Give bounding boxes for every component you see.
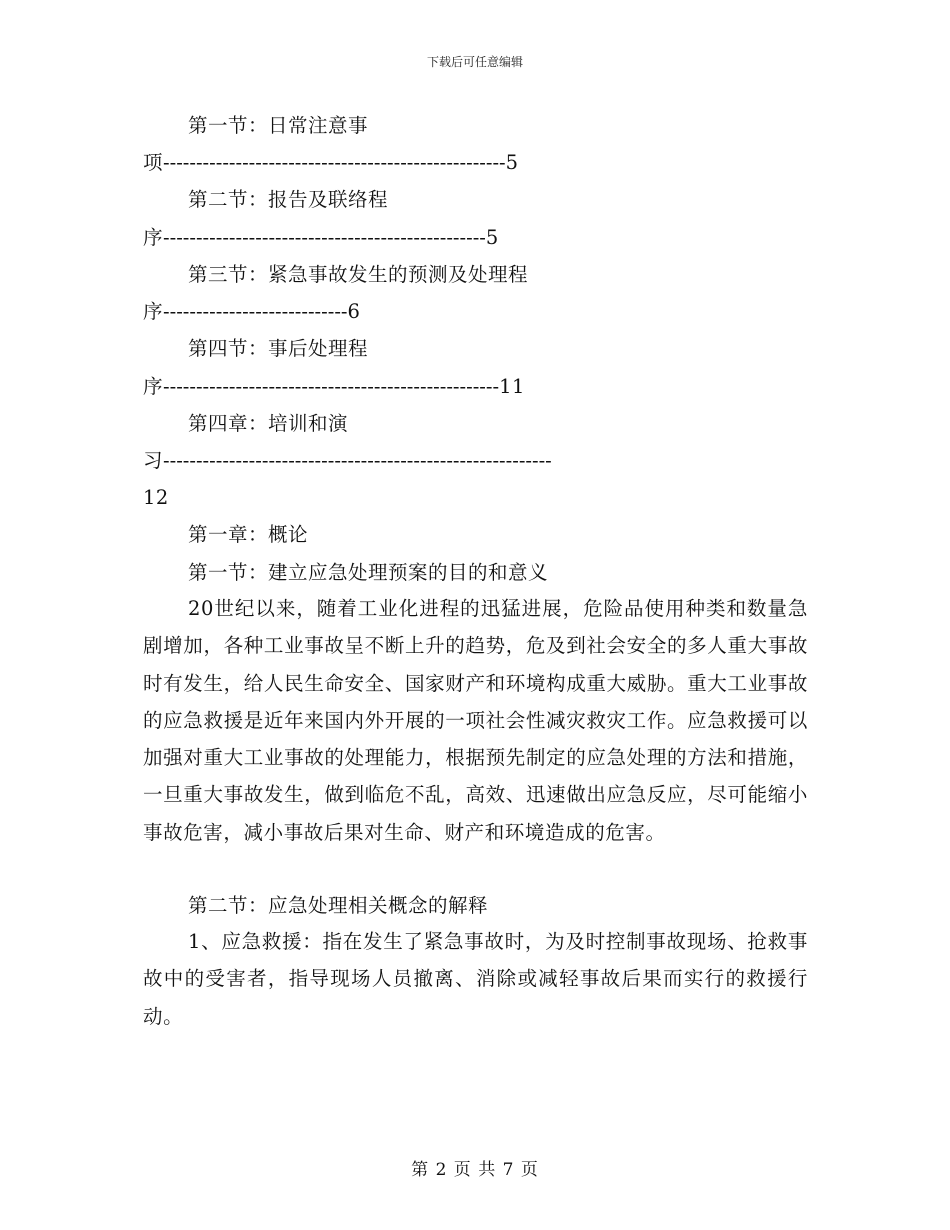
toc-entry-title: 第四节：事后处理程	[188, 337, 369, 360]
toc-entry-line: 项----------------------------------------------------5	[143, 151, 519, 174]
section-heading: 第二节：应急处理相关概念的解释	[188, 894, 489, 917]
toc-entry-line: 习-----------------------------------------------------------	[143, 449, 552, 472]
toc-page-number: 12	[143, 486, 169, 509]
body-paragraph: 1、应急救援：指在发生了紧急事故时，为及时控制事故现场、抢救事故中的受害者，指导现场人员撤离、消除或减轻事故后果而实行的救援行动。	[143, 930, 808, 1028]
page-header: 下载后可任意编辑	[426, 55, 523, 69]
toc-entry-line: 序-------------------------------------------------5	[143, 226, 499, 249]
toc-entry-line: 序----------------------------6	[143, 300, 361, 323]
toc-entry-title: 第四章：培训和演	[188, 412, 349, 435]
section-heading: 第一节：建立应急处理预案的目的和意义	[188, 561, 549, 584]
toc-entry-title: 第二节：报告及联络程	[188, 188, 389, 211]
page-footer: 第 2 页 共 7 页	[411, 1160, 539, 1180]
toc-entry-title: 第一节：日常注意事	[188, 114, 369, 137]
toc-entry-line: 序---------------------------------------------------11	[143, 375, 525, 398]
chapter-heading: 第一章：概论	[188, 523, 309, 546]
toc-entry-title: 第三节：紧急事故发生的预测及处理程	[188, 263, 529, 286]
body-paragraph: 20世纪以来，随着工业化进程的迅猛进展，危险品使用种类和数量急剧增加，各种工业事故呈不断上升的趋势，危及到社会安全的多人重大事故时有发生，给人民生命安全、国家财产和环境构成重大威胁。重大工业事故的应急救援是近年来国内外开展的一项社会性减灾救灾工作。应急救援可以加强对重大工业事故的处理能力，根据预先制定的应急处理的方法和措施，一旦重大事故发生，做到临危不乱，高效、迅速做出应急反应，尽可能缩小事故危害，减小事故后果对生命、财产和环境造成的危害。	[143, 597, 808, 844]
